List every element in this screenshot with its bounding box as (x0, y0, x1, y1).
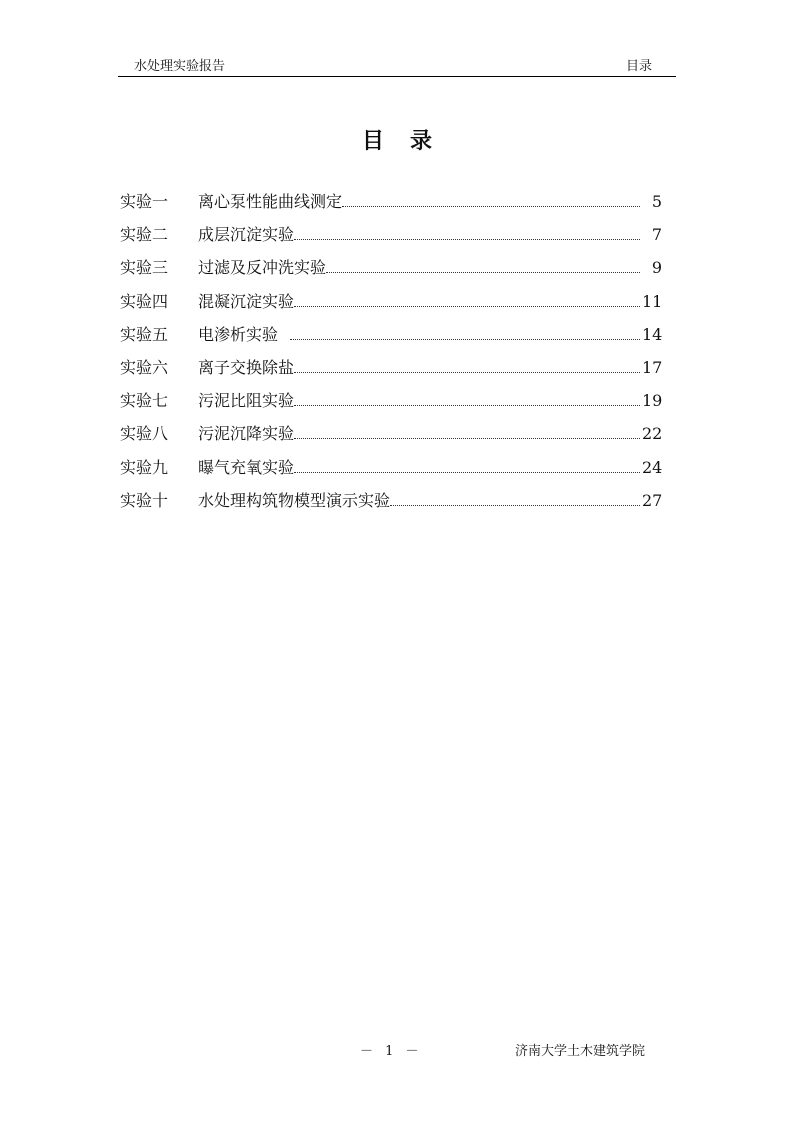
toc-dot-leader (390, 494, 640, 506)
toc-entry-number: 实验二 (120, 225, 169, 245)
toc-entry-page: 22 (642, 424, 663, 444)
toc-entry-title: 过滤及反冲洗实验 (198, 258, 327, 278)
toc-entry-page: 17 (642, 357, 663, 377)
toc-entry-title: 电渗析实验 (198, 324, 279, 344)
page-header (118, 58, 676, 77)
toc-entry[interactable] (120, 421, 662, 454)
toc-entry-number: 实验十 (120, 490, 169, 510)
toc-entry-title: 成层沉淀实验 (198, 225, 295, 245)
toc-entry[interactable] (120, 455, 662, 488)
toc-entry-number: 实验六 (120, 357, 169, 377)
toc-entry-page: 9 (651, 258, 662, 278)
toc-entry-page: 27 (642, 490, 663, 510)
toc-entry-title: 混凝沉淀实验 (198, 291, 295, 311)
toc-entry[interactable] (120, 289, 662, 322)
toc-entry[interactable] (120, 355, 662, 388)
toc-entry-page: 14 (642, 324, 663, 344)
toc-entry-title: 污泥沉降实验 (198, 424, 295, 444)
toc-entry-title: 污泥比阻实验 (198, 391, 295, 411)
table-of-contents (120, 189, 662, 521)
toc-entry[interactable] (120, 388, 662, 421)
toc-dot-leader (294, 361, 640, 373)
footer-school-name: 济南大学土木建筑学院 (515, 1044, 646, 1059)
toc-entry-number: 实验四 (120, 291, 169, 311)
toc-entry-title: 离心泵性能曲线测定 (198, 192, 343, 211)
toc-entry-page: 11 (642, 291, 663, 311)
toc-entry-title: 曝气充氧实验 (198, 457, 295, 477)
toc-entry-number: 实验七 (120, 391, 169, 411)
toc-dot-leader (294, 427, 640, 439)
toc-entry-page: 5 (651, 192, 662, 211)
toc-dot-leader (342, 195, 640, 207)
toc-dot-leader (326, 261, 640, 273)
toc-entry-page: 24 (642, 457, 663, 477)
toc-dot-leader (294, 228, 640, 240)
toc-entry[interactable] (120, 488, 662, 521)
header-section-name: 目录 (625, 59, 652, 74)
page-title: 目录 (361, 129, 458, 154)
toc-dot-leader (290, 328, 640, 340)
toc-entry[interactable] (120, 222, 662, 255)
toc-entry-title: 离子交换除盐 (198, 357, 295, 377)
toc-entry[interactable] (120, 255, 662, 288)
toc-entry-number: 实验一 (120, 192, 169, 211)
toc-entry[interactable] (120, 322, 662, 355)
toc-entry-page: 19 (642, 391, 663, 411)
toc-entry-number: 实验五 (120, 324, 169, 344)
toc-dot-leader (294, 461, 640, 473)
toc-entry-title: 水处理构筑物模型演示实验 (198, 490, 391, 510)
toc-dot-leader (294, 295, 640, 307)
toc-entry-number: 实验三 (120, 258, 169, 278)
toc-dot-leader (294, 394, 640, 406)
header-report-title: 水处理实验报告 (134, 59, 226, 74)
footer-page-number: － 1 － (360, 1044, 423, 1059)
toc-entry[interactable] (120, 189, 662, 222)
toc-entry-page: 7 (651, 225, 662, 245)
toc-entry-number: 实验八 (120, 424, 169, 444)
toc-entry-number: 实验九 (120, 457, 169, 477)
